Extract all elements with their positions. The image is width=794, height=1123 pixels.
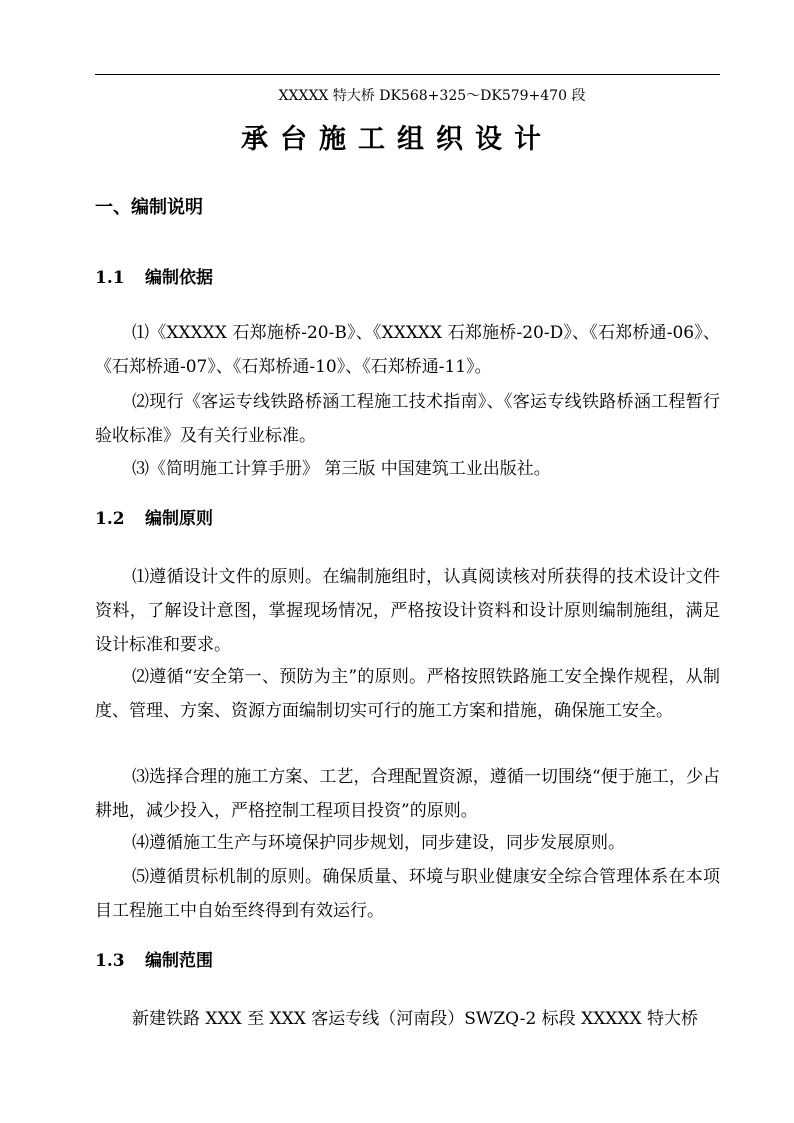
paragraph-1-1-1: ⑴《XXXXX 石郑施桥-20-B》、《XXXXX 石郑施桥-20-D》、《石郑桥通-06》、《石郑桥通-07》、《石郑桥通-10》、《石郑桥通-11》。 — [95, 323, 720, 377]
paragraph-1-2-2: ⑵遵循“安全第一、预防为主”的原则。严格按照铁路施工安全操作规程，从制度、管理、方案、资源方面编制切实可行的施工方案和措施，确保施工安全。 — [95, 667, 720, 721]
page-header: XXXXX 特大桥 DK568+325～DK579+470 段 — [278, 88, 586, 104]
paragraph-1-1-2: ⑵现行《客运专线铁路桥涵工程施工技术指南》、《客运专线铁路桥涵工程暂行验收标准》及有关行业标准。 — [95, 392, 720, 446]
subsection-number: 1.2 — [95, 509, 125, 529]
header-rule — [95, 74, 720, 75]
paragraph-1-1-3: ⑶《简明施工计算手册》 第三版 中国建筑工业出版社。 — [132, 459, 551, 479]
subsection-number: 1.1 — [95, 268, 125, 288]
subsection-heading-1-3 — [95, 948, 213, 974]
paragraph-1-2-5: ⑸遵循贯标机制的原则。确保质量、环境与职业健康安全综合管理体系在本项目工程施工中自始至终得到有效运行。 — [95, 867, 720, 921]
subsection-title: 编制范围 — [145, 951, 213, 971]
subsection-number: 1.3 — [95, 951, 125, 971]
paragraph-1-3-1: 新建铁路 XXX 至 XXX 客运专线（河南段）SWZQ-2 标段 XXXXX 特大桥 — [132, 1009, 699, 1029]
document-title: 承台施工组织设计 — [241, 124, 553, 155]
subsection-heading-1-1 — [95, 265, 213, 291]
paragraph-1-2-3: ⑶选择合理的施工方案、工艺，合理配置资源，遵循一切围绕“便于施工，少占耕地，减少投入，严格控制工程项目投资”的原则。 — [95, 767, 720, 821]
paragraph-1-2-4: ⑷遵循施工生产与环境保护同步规划，同步建设，同步发展原则。 — [132, 833, 625, 853]
subsection-title: 编制原则 — [145, 509, 213, 529]
subsection-heading-1-2 — [95, 506, 213, 532]
section-heading-1: 一、编制说明 — [95, 197, 203, 218]
subsection-title: 编制依据 — [145, 268, 213, 288]
paragraph-1-2-1: ⑴遵循设计文件的原则。在编制施组时，认真阅读核对所获得的技术设计文件资料，了解设计意图，掌握现场情况，严格按设计资料和设计原则编制施组，满足设计标准和要求。 — [95, 567, 720, 655]
